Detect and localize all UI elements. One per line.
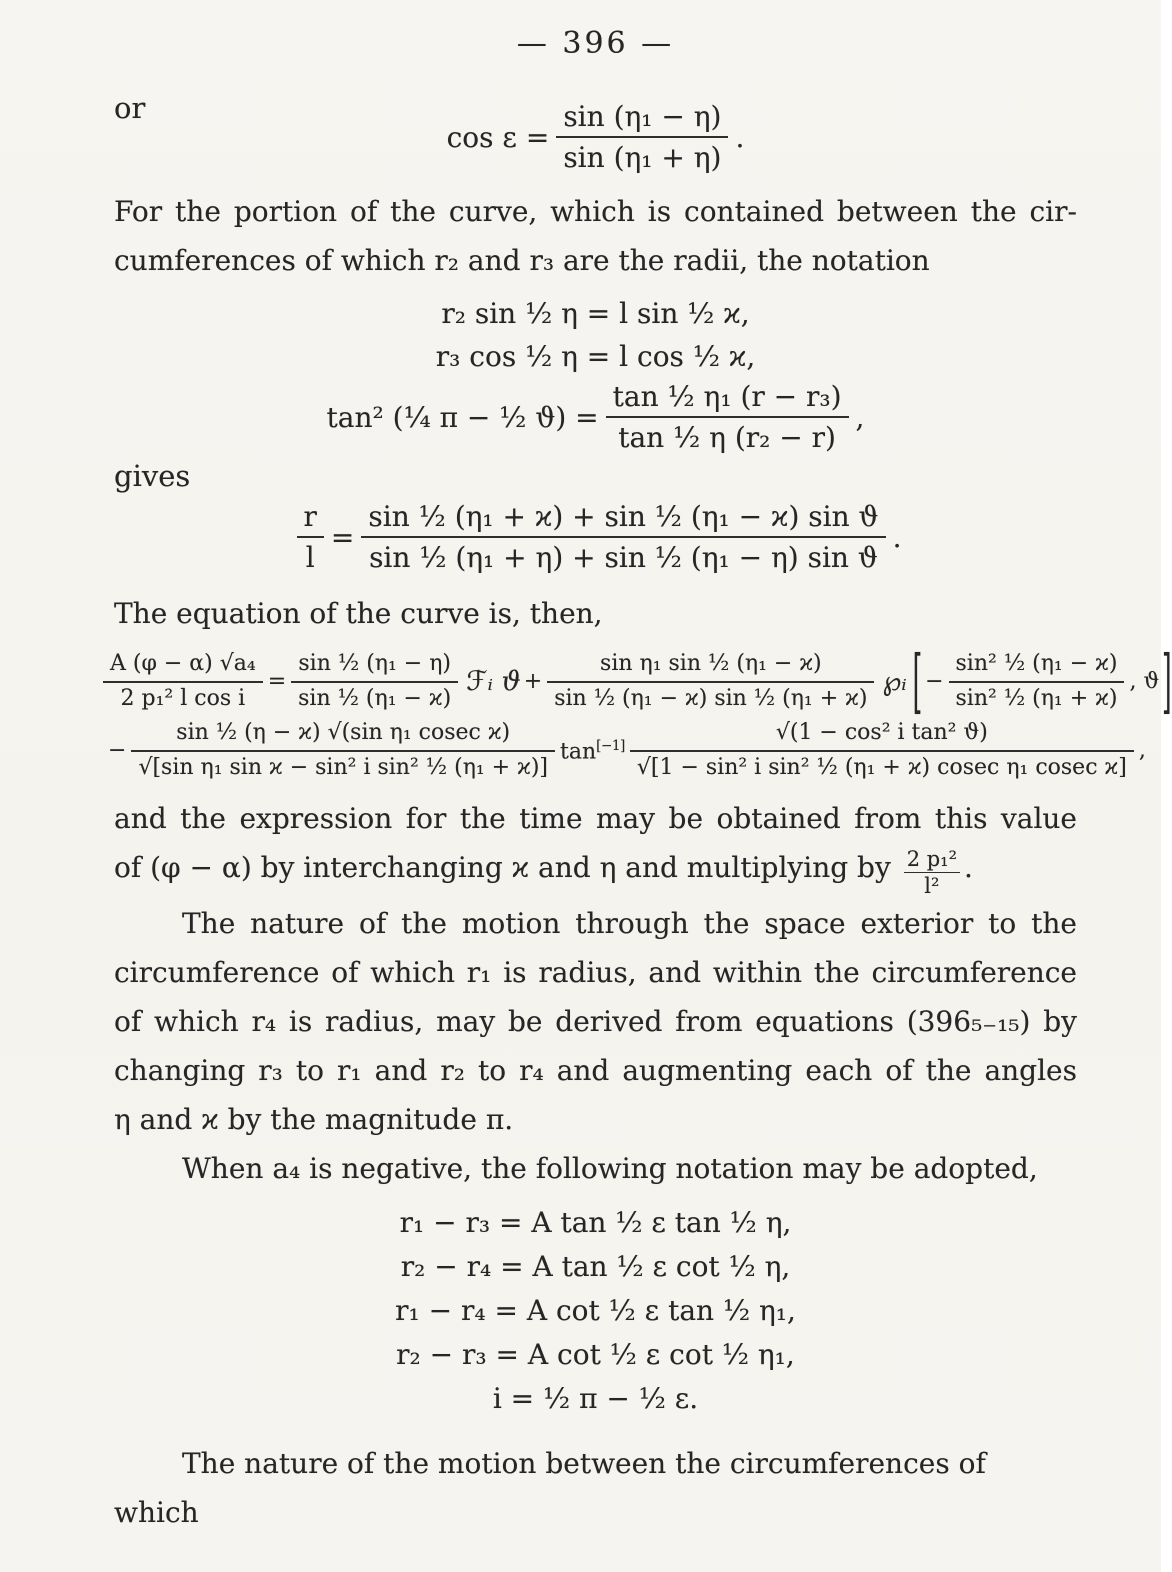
fraction [131,719,555,782]
fraction-denominator: sin ½ (η₁ + η) + sin ½ (η₁ − η) sin ϑ [361,536,885,575]
equals-sign: = [267,669,287,695]
inline-fraction [904,847,960,898]
fraction-numerator: √(1 − cos² i tan² ϑ) [775,720,988,746]
cos-epsilon-lhs: cos ε = [446,120,550,154]
fraction-denominator: sin (η₁ + η) [556,136,728,175]
bracket-close: ] [1162,640,1172,723]
fraction-denominator: sin ½ (η₁ − ϰ) sin ½ (η₁ + ϰ) [547,681,874,714]
paragraph-time-period: . [964,851,973,885]
equation-notation-row: r₂ − r₃ = A cot ½ ε cot ½ η₁, [396,1337,795,1371]
fraction-r-l [297,499,324,575]
theta-argument: , ϑ [1129,669,1160,695]
equation-tail: . [892,520,902,554]
fraction-denominator: √[sin η₁ sin ϰ − sin² i sin² ½ (η₁ + ϰ)] [131,750,555,783]
fraction [556,99,728,175]
equation-r2-sin: r₂ sin ½ η = l sin ½ ϰ, [441,297,750,330]
fraction-numerator: sin ½ (η − ϰ) √(sin η₁ cosec ϰ) [176,720,511,746]
cos-epsilon-tail: . [735,120,745,154]
fraction-numerator: sin² ½ (η₁ − ϰ) [955,651,1118,676]
paragraph-portion [114,187,1077,285]
paragraph-curve-intro [114,589,1077,638]
fraction [291,650,458,713]
paragraph-curve-intro-line: The equation of the curve is, then, [114,597,603,630]
tan-label: tan [560,738,597,764]
equation-r3-cos: r₃ cos ½ η = l cos ½ ϰ, [435,340,756,373]
paragraph-nature-line5: η and ϰ by the magnitude π. [114,1102,514,1136]
minus-sign: − [925,669,944,695]
paragraph-time [114,794,1077,898]
paragraph-nature-exterior [114,899,1077,1144]
equation-tan-squared [114,379,1077,455]
paragraph-nature-line2: circumference of which r₁ is radius, and within the circumference [114,955,1077,989]
equation-notation-row: i = ½ π − ½ ε. [492,1381,699,1415]
paragraph-nature-line4: changing r₃ to r₁ and r₂ to r₄ and augmenting each of the angles [114,1053,1077,1087]
equation-r-over-l [114,499,1077,575]
or-label: or [114,91,146,125]
script-P-term: ℘ᵢ [882,666,907,698]
notation-equations [114,1201,1077,1421]
fraction [547,650,874,713]
fraction-numerator: sin (η₁ − η) [563,100,722,133]
arctan-function [560,738,625,764]
fraction-denominator: 2 p₁² l cos i [103,681,263,714]
fraction-denominator: l² [904,872,960,898]
page-number: — 396 — [516,26,675,61]
fraction-numerator: 2 p₁² [906,847,958,872]
paragraph-nature-line3: of which r₄ is radius, may be derived from equations (396₅₋₁₅) by [114,1004,1077,1038]
equation-curve-line2 [108,719,1168,782]
fraction [606,379,849,455]
tan-squared-tail: , [855,400,865,434]
script-F-term: ℱᵢ ϑ [466,666,521,698]
tan-squared-lhs: tan² (¼ π − ½ ϑ) = [326,400,599,434]
paragraph-when-line: When a₄ is negative, the following notation may be adopted, [182,1151,1038,1185]
minus-sign: − [108,738,127,764]
equation-notation-row: r₁ − r₃ = A tan ½ ε tan ½ η, [399,1205,792,1239]
fraction-numerator: sin η₁ sin ½ (η₁ − ϰ) [600,651,822,676]
paragraph-nature-between-line: The nature of the motion between the circumferences of which [114,1446,986,1529]
plus-sign: + [523,669,543,695]
bracket-open: [ [912,640,923,723]
fraction-numerator: sin ½ (η₁ + ϰ) + sin ½ (η₁ − ϰ) sin ϑ [368,500,879,533]
paragraph-time-line2-text: of (φ − α) by interchanging ϰ and η and multiplying by [114,851,891,885]
equation-notation-row: r₂ − r₄ = A tan ½ ε cot ½ η, [400,1249,791,1283]
fraction-numerator: r [303,500,317,533]
fraction-lhs [103,650,263,713]
fraction [361,499,885,575]
inverse-exponent: [−1] [596,737,625,754]
equals-sign: = [330,520,355,554]
fraction-denominator: l [297,536,324,575]
paragraph-portion-line1: For the portion of the curve, which is contained between the cir- [114,195,1077,228]
paragraph-when-negative [114,1144,1077,1193]
fraction-denominator: tan ½ η (r₂ − r) [606,416,849,455]
paragraph-time-line1: and the expression for the time may be obtained from this value [114,802,1077,836]
fraction [949,650,1125,713]
paragraph-portion-line2: cumferences of which r₂ and r₃ are the radii, the notation [114,244,930,277]
fraction-numerator: A (φ − α) √a₄ [110,651,256,676]
equation-cos-epsilon [114,87,1077,187]
equation-notation-row: r₁ − r₄ = A cot ½ ε tan ½ η₁, [395,1293,796,1327]
equation-tail: , [1138,738,1146,764]
paragraph-nature-line1: The nature of the motion through the space exterior to the [182,906,1077,940]
fraction-numerator: sin ½ (η₁ − η) [298,651,451,676]
paragraph-time-line2 [114,843,1077,898]
fraction-denominator: sin² ½ (η₁ + ϰ) [949,681,1125,714]
fraction [630,719,1134,782]
fraction-denominator: √[1 − sin² i sin² ½ (η₁ + ϰ) cosec η₁ cosec ϰ] [630,750,1134,783]
fraction-numerator: tan ½ η₁ (r − r₃) [612,380,842,413]
gives-label: gives [114,459,191,493]
paragraph-nature-between [114,1439,1077,1537]
equation-cos-epsilon-body [114,87,1077,187]
equation-curve-line1 [98,640,1172,723]
fraction-denominator: sin ½ (η₁ − ϰ) [291,681,458,714]
